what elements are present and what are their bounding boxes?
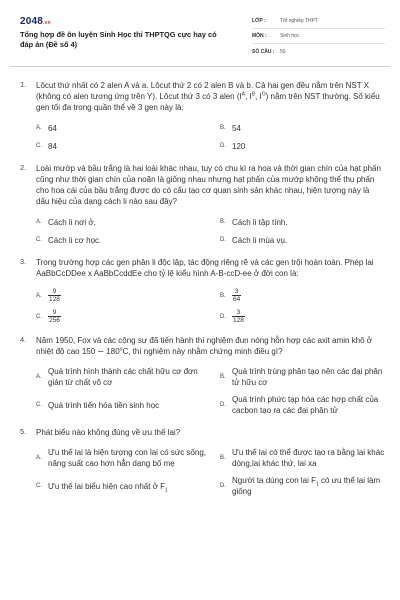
option-text: Quá trình trùng phân tạo nên các đại phân tử hữu cơ xyxy=(232,367,383,387)
option-letter: D. xyxy=(220,483,226,489)
option-letter: B. xyxy=(220,374,226,380)
option-text: Cách li cơ học. xyxy=(48,235,102,245)
option-letter: D. xyxy=(220,237,226,243)
document-meta xyxy=(252,14,385,59)
option-letter: A. xyxy=(36,125,42,131)
answer-option[interactable] xyxy=(36,309,208,324)
answer-option[interactable] xyxy=(36,475,208,497)
option-letter: C. xyxy=(36,313,42,320)
question-text: Trong trường hợp các gen phân li độc lập, tác động riêng rẽ và các gen trội hoàn toàn. Phép lai AaBbCcDDee x AaBbCcddEe cho tỷ lệ kiểu hình A-B-ccD-ee ở đời con là: xyxy=(36,258,374,278)
answer-option[interactable] xyxy=(36,234,208,246)
document-header xyxy=(20,14,385,60)
option-text: Quá trình hình thành các chất hữu cơ đơn giản từ chất vô cơ xyxy=(48,367,198,387)
answer-option[interactable] xyxy=(220,447,392,469)
question-5 xyxy=(20,427,385,497)
option-letter: A. xyxy=(36,374,42,380)
answer-option[interactable] xyxy=(36,447,208,469)
question-text: Năm 1950, Fox và các cộng sự đã tiến hành thí nghiệm đun nóng hỗn hợp các axit amin khô ở nhiệt độ cao 150 ∼ 180$^o$C, thí nghiệm này nhằm chứng minh điều gì? xyxy=(36,336,373,356)
option-letter: D. xyxy=(220,313,226,320)
answer-options xyxy=(20,216,382,246)
fraction xyxy=(232,288,241,303)
option-text: Ưu thế lai có thể được tạo ra bằng lai khác dòng,lai khác thứ, lai xa xyxy=(232,448,385,468)
answer-option[interactable] xyxy=(36,140,208,152)
answer-option[interactable] xyxy=(36,288,208,303)
option-text: Ưu thế lai biểu hiện cao nhất ở $F_1$ xyxy=(48,481,168,494)
option-text: Cách li tập tính. xyxy=(232,217,288,227)
option-letter: A. xyxy=(36,292,42,299)
meta-label: SỐ CÂU : xyxy=(252,48,275,55)
fraction xyxy=(48,309,61,324)
site-logo[interactable]: 2048.vn xyxy=(20,16,51,27)
answer-option[interactable] xyxy=(220,394,392,416)
answer-option[interactable] xyxy=(220,475,392,497)
option-text: Quá trình tiến hóa tiền sinh học xyxy=(48,400,160,410)
question-text: Loài mướp và bầu trắng là hai loài khác nhau, tuy có chu kì ra hoa và thời gian chín của hạt phấn cũng như thời gian chín của noãn là giống nhau nhưng hạt phấn của mướp không thể thụ phấn cho hoa cái của bầu trắng được do có cấu tạo cơ quan sinh sản khác nhau, hiện tượng này là dấu hiệu của dạng cách li nào sau đây? xyxy=(36,164,381,206)
fraction-denominator: 256 xyxy=(49,317,60,324)
option-text: Cách li nơi ở. xyxy=(48,217,96,227)
question-text: Phát biểu nào không đúng về ưu thế lai? xyxy=(36,428,181,437)
answer-option[interactable] xyxy=(220,309,392,324)
option-text: Quá trình phức tạp hóa các hợp chất của cacbon tạo ra các đại phân tử xyxy=(232,395,379,415)
option-text: 84 xyxy=(48,141,57,151)
fraction xyxy=(232,309,245,324)
meta-label: LỚP : xyxy=(252,18,266,24)
option-letter: C. xyxy=(36,143,42,149)
answer-option[interactable] xyxy=(36,216,208,228)
question-number: 4. xyxy=(20,335,27,344)
fraction-numerator: 3 xyxy=(234,288,239,295)
meta-row-question-count xyxy=(252,44,385,59)
option-text: 54 xyxy=(232,123,241,133)
option-letter: A. xyxy=(36,219,42,225)
question-4 xyxy=(20,335,382,416)
option-letter: D. xyxy=(220,402,226,408)
fraction-numerator: 3 xyxy=(236,309,241,316)
answer-option[interactable] xyxy=(36,122,208,134)
answer-options xyxy=(20,122,382,152)
option-text: Ưu thế lai là hiện tượng con lai có sức sống, năng suất cao hơn hẳn dạng bố mẹ xyxy=(48,448,206,468)
meta-label: MÔN : xyxy=(252,33,267,39)
fraction-denominator: 64 xyxy=(233,296,241,303)
option-text: Cách li mùa vụ. xyxy=(232,235,288,245)
meta-row-grade xyxy=(252,14,385,29)
option-letter: B. xyxy=(220,292,226,299)
question-number: 5. xyxy=(20,427,27,436)
answer-options xyxy=(20,366,382,416)
question-text: Lôcut thứ nhất có 2 alen A và a. Lôcut thứ 2 có 2 alen B và b. Cả hai gen đều nằm trên NST X (không có alen tương ứng trên Y). Lôcut thứ 3 có 3 alen ($I^A$, $I^B$, $I^O$) nằm trên NST thường. Số kiểu gen tối đa trong quần thể về 3 gen này là: xyxy=(36,81,380,112)
question-1 xyxy=(20,80,382,152)
meta-value: Tốt nghiệp THPT xyxy=(280,18,318,24)
option-letter: B. xyxy=(220,219,226,225)
fraction-numerator: 9 xyxy=(52,288,57,295)
option-text: 120 xyxy=(232,141,246,151)
question-3 xyxy=(20,257,382,324)
meta-value: 50 xyxy=(280,48,286,55)
fraction-denominator: 128 xyxy=(233,317,244,324)
answer-option[interactable] xyxy=(36,366,208,388)
option-text: 64 xyxy=(48,123,57,133)
fraction-denominator: 128 xyxy=(49,296,60,303)
answer-options xyxy=(20,447,385,497)
option-letter: D. xyxy=(220,143,226,149)
answer-options xyxy=(20,288,382,324)
question-2 xyxy=(20,163,382,246)
answer-option[interactable] xyxy=(220,122,392,134)
answer-option[interactable] xyxy=(220,366,392,388)
option-text: Người ta dùng con lai $F_1$ có ưu thế lai làm giống xyxy=(232,476,381,496)
question-number: 2. xyxy=(20,163,27,172)
option-letter: C. xyxy=(36,237,42,243)
question-number: 1. xyxy=(20,80,27,89)
answer-option[interactable] xyxy=(220,140,392,152)
answer-option[interactable] xyxy=(36,394,208,416)
fraction xyxy=(48,288,61,303)
answer-option[interactable] xyxy=(220,234,392,246)
option-letter: B. xyxy=(220,125,226,131)
option-letter: C. xyxy=(36,402,42,408)
answer-option[interactable] xyxy=(220,288,392,303)
option-letter: B. xyxy=(220,455,226,461)
answer-option[interactable] xyxy=(220,216,392,228)
header-divider xyxy=(10,66,390,67)
option-letter: A. xyxy=(36,455,42,461)
question-number: 3. xyxy=(20,257,27,266)
document-title: Tổng hợp đề ôn luyện Sinh Học thi THPTQG cực hay có đáp án (Đề số 4) xyxy=(20,30,217,49)
meta-value: Sinh học xyxy=(280,33,300,39)
option-letter: C. xyxy=(36,483,42,489)
meta-row-subject xyxy=(252,29,385,44)
question-list xyxy=(20,80,385,508)
fraction-numerator: 9 xyxy=(52,309,57,316)
